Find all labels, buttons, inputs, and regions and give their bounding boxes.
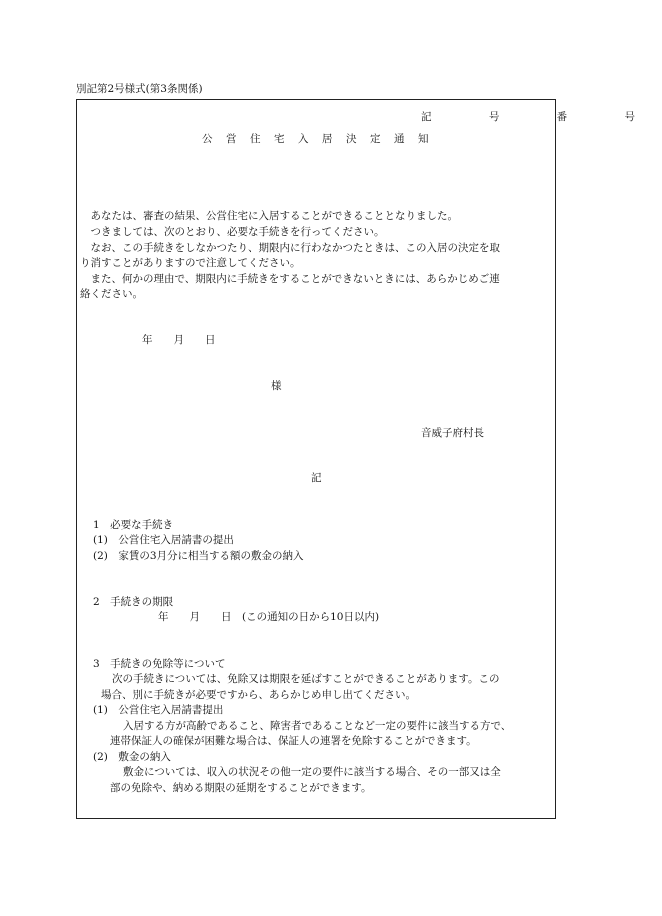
intro-line-4: り消すことがありますので注意してください。: [80, 257, 301, 269]
section3-heading: 3 手続きの免除等について: [93, 658, 226, 670]
intro-line-5: また、何かの理由で、期限内に手続きをすることができないときには、あらかじめご連: [80, 273, 500, 285]
section2-heading: 2 手続きの期限: [93, 596, 174, 608]
section3-item1-line1: 入居する方が高齢であること、障害者であることなど一定の要件に該当する方で、: [123, 720, 512, 732]
section3-item1-label: (1) 公営住宅入居請書提出: [93, 704, 224, 716]
section3-item1-line2: 連帯保証人の確保が困難な場合は、保証人の連署を免除することができます。: [110, 735, 477, 747]
section3-item2-line1: 敷金については、収入の状況その他一定の要件に該当する場合、その一部又は全: [123, 766, 501, 778]
intro-line-3: なお、この手続きをしなかつたり、期限内に行わなかつたときは、この入居の決定を取: [80, 242, 500, 254]
section1-heading: 1 必要な手続き: [93, 519, 174, 531]
intro-line-2: つきましては、次のとおり、必要な手続きを行ってください。: [80, 226, 385, 238]
ki-heading: 記: [311, 472, 322, 484]
intro-line-6: 絡ください。: [80, 288, 143, 300]
section1-item1: (1) 公営住宅入居請書の提出: [93, 534, 234, 546]
document-title: 公営住宅入居決定通知: [202, 133, 442, 145]
document-number-label: 記 号 番 号: [421, 111, 662, 123]
section3-para-line1: 次の手続きについては、免除又は期限を延ばすことができることがあります。この: [112, 673, 500, 685]
intro-line-1: あなたは、審査の結果、公営住宅に入居することができることとなりました。: [80, 210, 458, 222]
section3-para-line2: 場合、別に手続きが必要ですから、あらかじめ申し出てください。: [101, 689, 416, 701]
issue-date: 年 月 日: [142, 334, 216, 346]
section3-item2-line2: 部の免除や、納める期限の延期をすることができます。: [110, 782, 372, 794]
section2-deadline: 年 月 日 (この通知の日から10日以内): [158, 611, 380, 623]
section1-item2: (2) 家賃の3月分に相当する額の敷金の納入: [93, 550, 304, 562]
section3-item2-label: (2) 敷金の納入: [93, 751, 171, 763]
form-label: 別記第2号様式(第3条関係): [76, 83, 203, 95]
addressee-suffix: 様: [271, 380, 282, 392]
issuer-name: 音威子府村長: [421, 427, 484, 439]
